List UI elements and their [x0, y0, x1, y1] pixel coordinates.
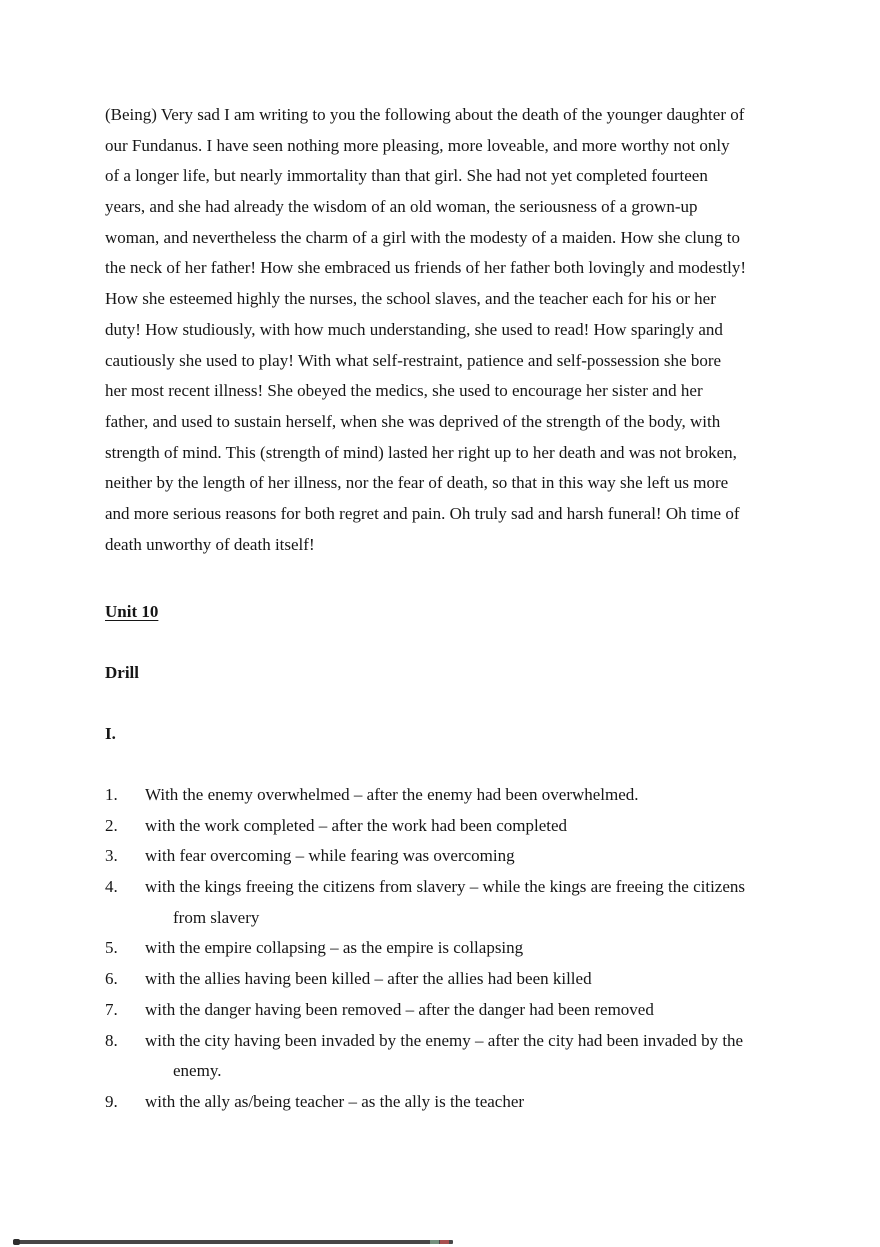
paragraph-line: strength of mind. This (strength of mind) lasted her right up to her death and was not broken,	[105, 442, 737, 462]
list-item	[105, 964, 805, 995]
list-item-number: 6.	[105, 969, 118, 989]
scan-artifact-green-mark	[430, 1240, 439, 1244]
passage-paragraph	[105, 100, 795, 560]
list-item-text: with the kings freeing the citizens from slavery – while the kings are freeing the citizens	[145, 877, 745, 897]
paragraph-line: father, and used to sustain herself, when she was deprived of the strength of the body, with	[105, 411, 721, 431]
paragraph-line: years, and she had already the wisdom of an old woman, the seriousness of a grown-up	[105, 197, 698, 217]
list-item-text: with the ally as/being teacher – as the ally is the teacher	[145, 1091, 525, 1111]
list-item-number: 2.	[105, 815, 118, 835]
paragraph-line: of a longer life, but nearly immortality than that girl. She had not yet completed fourteen	[105, 166, 708, 186]
paragraph-line: her most recent illness! She obeyed the medics, she used to encourage her sister and her	[105, 381, 703, 401]
list-item	[105, 1026, 805, 1057]
paragraph-line: cautiously she used to play! With what self-restraint, patience and self-possession she bore	[105, 350, 722, 370]
list-item-text: With the enemy overwhelmed – after the enemy had been overwhelmed.	[145, 785, 639, 804]
list-item-text: with the work completed – after the work had been completed	[145, 815, 568, 835]
scan-artifact-blob	[13, 1239, 20, 1245]
paragraph-line: the neck of her father! How she embraced us friends of her father both lovingly and modestly!	[105, 258, 747, 278]
section-heading-label: I.	[105, 724, 116, 743]
list-item-number: 4.	[105, 877, 118, 897]
unit-heading-label: Unit 10	[105, 602, 159, 621]
paragraph-line: duty! How studiously, with how much understanding, she used to read! How sparingly and	[105, 319, 723, 339]
paragraph-line: woman, and nevertheless the charm of a girl with the modesty of a maiden. How she clung to	[105, 227, 740, 247]
scan-artifact-bar	[13, 1240, 453, 1244]
list-item-continuation: from slavery	[173, 907, 260, 927]
paragraph-line: and more serious reasons for both regret and pain. Oh truly sad and harsh funeral! Oh time of	[105, 503, 740, 523]
drill-answer-list	[105, 780, 805, 1118]
list-item	[105, 811, 805, 842]
paragraph-line: our Fundanus. I have seen nothing more pleasing, more loveable, and more worthy not only	[105, 135, 730, 155]
list-item	[105, 841, 805, 872]
list-item-number: 7.	[105, 999, 118, 1019]
list-item	[105, 1087, 805, 1118]
list-item	[105, 995, 805, 1026]
paragraph-line: death unworthy of death itself!	[105, 534, 315, 554]
list-item-number: 1.	[105, 785, 118, 804]
list-item-text: with the city having been invaded by the enemy – after the city had been invaded by the	[145, 1030, 744, 1050]
paragraph-line: (Being) Very sad I am writing to you the following about the death of the younger daughter of	[105, 105, 745, 124]
list-item-continuation: enemy.	[173, 1061, 222, 1081]
list-item-number: 5.	[105, 938, 118, 958]
list-item-text: with the danger having been removed – after the danger had been removed	[145, 999, 654, 1019]
list-item-number: 9.	[105, 1091, 118, 1111]
drill-heading-label: Drill	[105, 663, 139, 682]
list-item-text: with fear overcoming – while fearing was overcoming	[145, 846, 515, 866]
scan-artifact-red-mark	[440, 1240, 449, 1244]
list-item-number: 8.	[105, 1030, 118, 1050]
section-heading	[105, 719, 116, 750]
paragraph-line: neither by the length of her illness, nor the fear of death, so that in this way she left us more	[105, 473, 729, 493]
unit-heading	[105, 597, 158, 628]
list-item	[105, 780, 805, 811]
drill-heading	[105, 658, 139, 689]
list-item-text: with the empire collapsing – as the empire is collapsing	[145, 938, 524, 958]
list-item	[105, 872, 805, 903]
paragraph-line: How she esteemed highly the nurses, the school slaves, and the teacher each for his or her	[105, 289, 716, 309]
list-item-number: 3.	[105, 846, 118, 866]
list-item	[105, 933, 805, 964]
list-item-text: with the allies having been killed – after the allies had been killed	[145, 969, 592, 989]
